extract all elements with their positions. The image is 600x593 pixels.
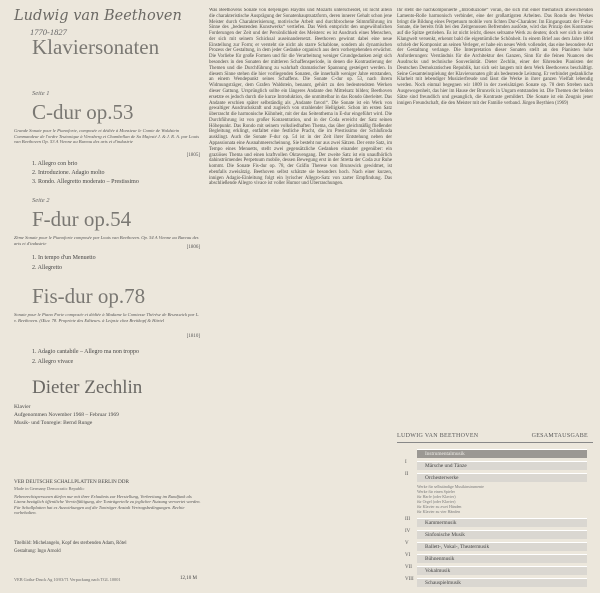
edition-row: VII Vokalmusik xyxy=(397,565,593,575)
price: 12,10 M xyxy=(180,576,197,581)
subitem: für Harfe (oder Klavier) xyxy=(417,494,456,499)
printing-info: VEB Gotha-Druck Ag 10/03/71 Verpackung nach TGL 10001 xyxy=(14,577,121,582)
edition-row: Instrumentalmusik xyxy=(397,448,593,458)
movement: 1. Allegro con brio xyxy=(32,161,78,167)
edition-subtitle: GESAMTAUSGABE xyxy=(531,433,588,439)
edition-title: LUDWIG VAN BEETHOVEN xyxy=(397,433,479,439)
sonata-description: Sonate pour le Piano Forte composée et dédiée à Madame la Comtesse Thérèse de Brunswick par L. v. Beethoven. (Œuv. 78. Propriete des Editeurs. à Leipsic chez Breitkopf & Härtel xyxy=(14,312,200,323)
edition-row: IV Sinfonische Musik xyxy=(397,529,593,539)
movement: 3. Rondo. Allegretto moderato – Prestissimo xyxy=(32,179,139,185)
movement: 1. Adagio cantabile – Allegro ma non troppo xyxy=(32,349,139,355)
edition-row: I Märsche und Tänze xyxy=(397,460,593,470)
edition-row: III Kammermusik xyxy=(397,517,593,527)
performer-name: Dieter Zechlin xyxy=(32,377,143,398)
subitem: Werke für einen Spieler xyxy=(417,489,455,494)
sonata-year: [1806] xyxy=(186,245,200,250)
edition-row: V Ballett-, Vokal-, Theatermusik xyxy=(397,541,593,551)
subitem: für Klavier zu zwei Händen xyxy=(417,504,462,509)
sonata-description: Grande Sonate pour le Pianoforte, composée et dédiée à Monsieur le Comte de Waldstein Commandeur de l'ordre Teutonique à Virnsberg et Chambellan de Sa Majesté J. & J. R. A. par Louis van Beethoven Op. 53 A Vienne au Bureau des arts et d'industrie xyxy=(14,128,200,145)
side-label: Seite 2 xyxy=(32,197,50,204)
cover-design: Titelbild: Michelangelo, Kopf des sterbenden Adam, Rötel xyxy=(14,541,127,546)
essay-column-1: Was Beethovens Sonate von derjenigen Haydns und Mozarts unterscheidet, ist nicht allein die charakteristische Ausprägung der Sonatenhauptsatzform, deren innerer Gehalt schon jene Meister durch Charakterisierung, motivische Arbeit und durchbrochene Stimmführung im Sinne des „bedeutenden Kunstwerks“ vertiefen. Das Werk entspricht den ungewöhnlichen Forderungen der Zeit und der Persönlichkeit des Meisters: es ist Ausdruck eines Menschen, der sich mit seinem Schicksal auseinandersetzt. Beethoven gewinnt dabei eine neue Einstellung zur Form; er versteht sie nicht als starre Schablone, sondern als dynamischen Prozess der Gestaltung, in dem jeder Gedanke organisch aus dem vorhergehenden erwächst. Die Vorliebe für große Formen und für die Verarbeitung weniger Grundgedanken zeigt sich besonders in den Sonaten der mittleren Schaffensperiode, in denen die Kontrastierung der Themen und die Durchführung zu wahrhaft dramatischer Spannung gesteigert werden. In diesem Sinne stehen die hier vorliegenden Sonaten, die innerhalb weniger Jahre entstanden, an einem Wendepunkt seines Schaffens. Die Sonate C-dur op. 53, nach ihrem Widmungsträger, dem Grafen Waldstein, benannt, gehört zu den bedeutendsten Werken dieser Gattung. Ursprünglich sollte ein längeres Andante den Mittelsatz bilden; Beethoven ersetzte es jedoch durch die kurze Introduktion, die unmittelbar in das Rondo überleitet. Das Andante erschien später selbständig als „Andante favori“. Die Sonate ist ein Werk von gewaltiger Ausdruckskraft und zugleich von strahlender Helligkeit. Schon im ersten Satz überrascht die harmonische Kühnheit, mit der das Seitenthema in E-dur eingeführt wird. Die Durchführung ist von großer Konzentration, und in der Coda erreicht der Satz seinen Höhepunkt. Das Rondo mit seinem volksliedhaften Thema, das über gleichmäßig fließender Begleitung erklingt, entfaltet eine festliche Pracht, die im Prestissimo der Schlußcoda ausklingt. Auch die Sonate F-dur op. 54 ist in der Zeit ihrer Entstehung neben der Appassionata eine Ausnahmeerscheinung. Sie besteht nur aus zwei Sätzen. Der erste Satz, im Tempo eines Menuetts, stellt zwei gegensätzliche Gedanken einander gegenüber: ein graziöses Thema und einen kraftvollen Oktavengang. Der zweite Satz ist ein unaufhörlich dahinströmendes Perpetuum mobile, dessen Bewegung erst in der Stretta der Coda zur Ruhe kommt. Die Sonate Fis-dur op. 78, der Gräfin Therese von Brunswick gewidmet, ist ebenfalls zweisätzig. Beethoven selbst schätzte sie besonders hoch. Nach einer kurzen, innigen Adagio-Einleitung folgt ein lyrischer Allegro-Satz von zarter Empfindung. Das abschließende Allegro vivace ist voller Humor und Überraschungen. xyxy=(209,8,392,187)
label-made-in: Made in Germany Democratic Republic xyxy=(14,486,85,491)
edition-row: VI Bühnenmusik xyxy=(397,553,593,563)
movement: 2. Allegro vivace xyxy=(32,359,74,365)
sonata-title: Fis-dur op.78 xyxy=(32,284,146,308)
performer-role: Klavier xyxy=(14,404,31,410)
cover-photo: Gestaltung: Ingo Arnold xyxy=(14,549,61,554)
essay-column-2: Ihr steht die nachkomponierte „Introduzione“ voran, die sich mit einer thematisch abweichenden Lamento-Rolle harmonisch verbindet, eine der großartigsten Arbeiten. Das Rondo des Werkes bringt die Bildung eines Perpetuum mobile vom lichten Dur-Charakter. Im Eingangssatz der F-dur-Sonate, die bereits früh bei den Zeitgenossen Befremden auslöste, wird das Prinzip des Kontrastes auf die Spitze getrieben. Es ist nicht leicht, dieses seltsame Werk zu deuten; doch wer sich in seine Klangwelt versenkt, erkennt bald die eigentümliche Schönheit. In einem Brief aus dem Jahre 1804 schrieb der Komponist an seinen Verleger, er habe ein neues Werk vollendet, das eine besondere Art der Gestaltung verlange. Die Interpretation dieser Sonaten stellt an den Pianisten hohe Anforderungen: Verständnis für die Architektur des Ganzen, Sinn für die feinen Nuancen des Ausdrucks und technische Souveränität. Dieter Zechlin, einer der führenden Pianisten der Deutschen Demokratischen Republik, hat sich seit langem mit dem Werk Beethovens beschäftigt. Seine Gesamteinspielung der Klaviersonaten gilt als bedeutende Leistung. Er verbindet gedankliche Klarheit mit lebendiger Musizierfreude und lässt die Werke in ihrer ganzen Vielfalt lebendig werden. Noch einmal begegnen wir 1809 in der zweisätzigen Sonate op. 78 dem Streben nach Ausgewogenheit, das hier im Hause der Brunsvik in Ungarn entstanden ist. Die Themen der beiden Sätze sind freundlich und gesanglich, die Kontraste gemildert. Die Sonate ist ein Zeugnis jener innigen Freundschaft, die den Meister mit der Familie verband. Jürgen Beythien (1969) xyxy=(397,8,593,106)
subitem: für Klavier zu vier Händen xyxy=(417,509,461,514)
movement: 2. Allegretto xyxy=(32,265,62,271)
sonata-year: [1805] xyxy=(186,153,200,158)
edition-row: VIII Schauspielmusik xyxy=(397,577,593,587)
copyright-notice: Nebenrechtspersonen dürfen nur mit ihrer Erlaubnis zur Herstellung, Verbreitung im Rundfunk als Lizenz bezüglich öffentliche Vervielfältigung, der Tonträgerteile zu jeglicher Nutzung verwertet werden. Für Schallplatten hat es Auswirkungen auf die Tonträger Anstalt Vertragsbedingungen. Rechte vorbehalten. xyxy=(14,494,201,516)
recording-director: Musik- und Tonregie: Bernd Runge xyxy=(14,420,93,426)
edition-row: II Orchesterwerke xyxy=(397,472,593,482)
movement: 2. Introduzione. Adagio molto xyxy=(32,170,105,176)
sonata-description: Zème Sonate pour le Pianoforte composée par Louis van Beethoven. Op. 54 A Vienne au Bureau des arts et d'industrie xyxy=(14,235,199,246)
sonata-year: [1810] xyxy=(186,334,200,339)
movement: 1. In tempo d'un Menuetto xyxy=(32,255,96,261)
main-title: Klaviersonaten xyxy=(32,35,160,59)
edition-header xyxy=(397,433,592,439)
left-panel xyxy=(0,0,208,593)
composer-dates: 1770-1827 xyxy=(30,27,67,37)
divider xyxy=(397,442,593,443)
side-label: Seite 1 xyxy=(32,90,50,97)
label-company: VEB DEUTSCHE SCHALLPLATTEN BERLIN DDR xyxy=(14,479,129,485)
sonata-title: F-dur op.54 xyxy=(32,207,132,231)
subitem: Werke für selbständige Musikinstrumente xyxy=(417,484,484,489)
sonata-title: C-dur op.53 xyxy=(32,100,134,124)
composer-name: Ludwig van Beethoven xyxy=(14,8,182,24)
edition-subitems xyxy=(417,484,587,514)
subitem: für Orgel (oder Klavier) xyxy=(417,499,456,504)
recording-dates: Aufgenommen November 1968 – Februar 1969 xyxy=(14,412,119,418)
